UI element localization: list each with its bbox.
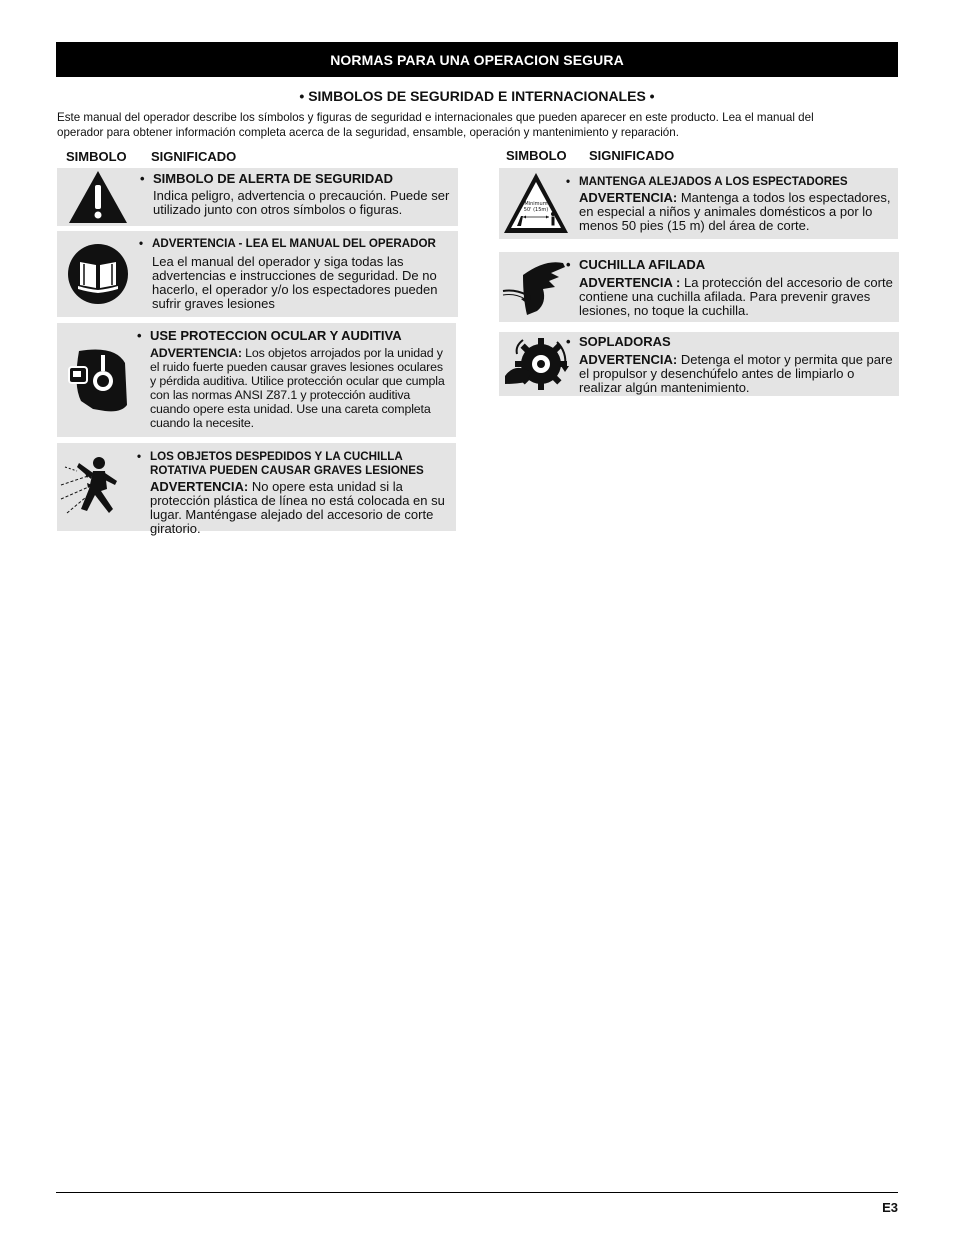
safety-alert-title: • SIMBOLO DE ALERTA DE SEGURIDAD: [140, 172, 454, 186]
page-header-title: NORMAS PARA UNA OPERACION SEGURA: [330, 51, 624, 68]
sharp-blade-icon: [501, 252, 571, 322]
symbol-row-read-manual: [57, 231, 458, 317]
blowers-body: Detenga el motor y permita que pare el propulsor y desenchúfelo antes de limpiarlo o realizar algún mantenimiento.: [579, 352, 893, 395]
sharp-blade-body: La protección del accesorio de corte contiene una cuchilla afilada. Para prevenir graves lesiones, no toque la cuchilla.: [579, 275, 893, 318]
sharp-blade-lead: ADVERTENCIA :: [579, 275, 681, 290]
keep-bystanders-icon-text-2: 50' (15m): [523, 206, 549, 213]
blower-impeller-icon: [501, 332, 571, 396]
thrown-objects-icon: [57, 443, 127, 531]
eye-ear-protection-lead: ADVERTENCIA:: [150, 346, 242, 360]
keep-bystanders-title: • MANTENGA ALEJADOS A LOS ESPECTADORES: [566, 175, 894, 189]
eye-ear-protection-body: Los objetos arrojados por la unidad y el ruido fuerte pueden causar graves lesiones oculares y pérdida auditiva. Utilice protección ocular que cumpla con las normas ANSI Z87.1 y protección auditiva cuando opere esta unidad. Use una careta completa cuando la necesite.: [150, 346, 445, 430]
symbol-row-eye-ear-protection: [57, 323, 456, 437]
right-meaning-header: SIGNIFICADO: [589, 148, 675, 163]
eye-ear-protection-title: • USE PROTECCION OCULAR Y AUDITIVA: [137, 329, 452, 343]
symbol-row-sharp-blade: [499, 252, 899, 322]
keep-bystanders-away-icon: [501, 168, 571, 239]
symbol-row-safety-alert: [57, 168, 458, 226]
warning-triangle-icon: [63, 168, 133, 226]
read-manual-icon: [63, 231, 133, 317]
symbol-row-thrown-objects: [57, 443, 456, 536]
keep-bystanders-body: Mantenga a todos los espectadores, en especial a niños y animales domésticos a por lo menos 50 pies (15 m) del área de corte.: [579, 190, 891, 233]
symbol-row-blowers: [499, 332, 899, 396]
keep-bystanders-icon-text-1: Minimum: [524, 200, 548, 207]
footer-rule: [56, 1192, 898, 1193]
intro-paragraph: [57, 110, 902, 140]
intro-line-1: Este manual del operador describe los símbolos y figuras de seguridad e internacionales que pueden aparecer en este producto. Lea el manual del: [57, 111, 814, 124]
right-symbol-header: SIMBOLO: [506, 148, 567, 163]
read-manual-body: Lea el manual del operador y siga todas las advertencias e instrucciones de seguridad. De no hacerlo, el operador y/o los espectadores pueden sufrir graves lesiones: [152, 254, 438, 311]
read-manual-title: • ADVERTENCIA - LEA EL MANUAL DEL OPERADOR: [139, 237, 454, 251]
thrown-objects-body: No opere esta unidad si la protección plástica de línea no está colocada en su lugar. Manténgase alejado del accesorio de corte giratorio.: [150, 479, 445, 536]
blowers-title: • SOPLADORAS: [566, 335, 895, 349]
symbol-row-keep-bystanders-away: [499, 168, 898, 239]
thrown-objects-title: • LOS OBJETOS DESPEDIDOS Y LA CUCHILLA ROTATIVA PUEDEN CAUSAR GRAVES LESIONES: [137, 450, 452, 478]
left-meaning-header: SIGNIFICADO: [151, 149, 237, 164]
sharp-blade-title: • CUCHILLA AFILADA: [566, 258, 895, 272]
thrown-objects-lead: ADVERTENCIA:: [150, 479, 249, 494]
safety-alert-body: Indica peligro, advertencia o precaución. Puede ser utilizado junto con otros símbolos o figuras.: [153, 188, 450, 217]
page-header: [56, 42, 898, 77]
blowers-lead: ADVERTENCIA:: [579, 352, 678, 367]
section-title: • SIMBOLOS DE SEGURIDAD E INTERNACIONALES •: [299, 88, 655, 104]
page-number: E3: [882, 1200, 898, 1215]
eye-ear-protection-icon: [63, 323, 133, 437]
left-symbol-header: SIMBOLO: [66, 149, 127, 164]
intro-line-2: operador para obtener información completa acerca de la seguridad, ensamble, operación y mantenimiento y reparación.: [57, 126, 679, 139]
keep-bystanders-lead: ADVERTENCIA:: [579, 190, 678, 205]
